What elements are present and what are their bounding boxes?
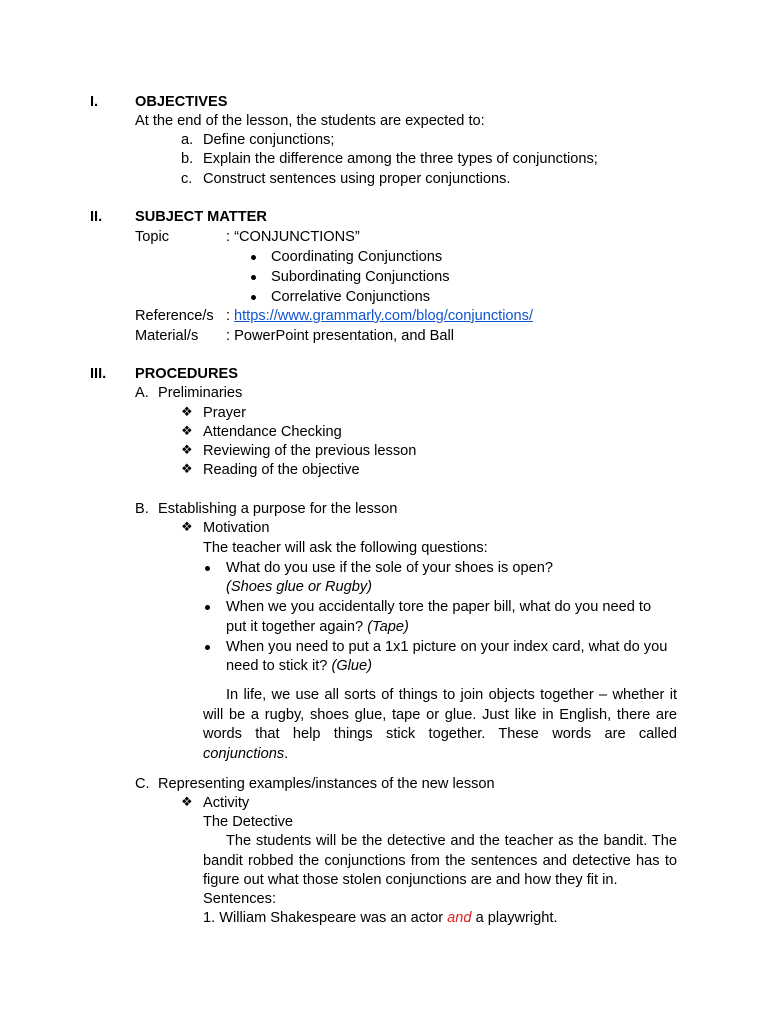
motivation-paragraph: In life, we use all sorts of things to join objects together – whether it will be a rugby, shoes glue, tape or glue. Just like in English, there are words that help things stick together. These words are called conjunctions.	[203, 687, 677, 762]
conjunction-type: Subordinating Conjunctions	[271, 269, 450, 285]
section-number-2: II.	[90, 209, 103, 225]
objective-item: Explain the difference among the three types of conjunctions;	[203, 151, 598, 167]
diamond-bullet-icon: ❖	[181, 443, 193, 458]
section-number-3: III.	[90, 366, 107, 382]
objectives-intro: At the end of the lesson, the students are expected to:	[135, 113, 485, 129]
question-3-line-1: When you need to put a 1x1 picture on your index card, what do you	[226, 639, 668, 655]
objective-letter: c.	[181, 171, 193, 187]
example-sentence-1: 1. William Shakespeare was an actor and a playwright.	[203, 910, 558, 926]
section-title-procedures: PROCEDURES	[135, 366, 238, 382]
subsection-letter-c: C.	[135, 776, 150, 792]
topic-value: : “CONJUNCTIONS”	[226, 229, 360, 245]
activity-title: The Detective	[203, 814, 294, 830]
diamond-bullet-icon: ❖	[181, 405, 193, 420]
bullet-icon	[251, 255, 256, 260]
preliminary-item: Reading of the objective	[203, 462, 360, 478]
subsection-title-examples: Representing examples/instances of the new lesson	[158, 776, 495, 792]
question-2-line-1: When we you accidentally tore the paper bill, what do you need to	[226, 599, 652, 615]
activity-label: Activity	[203, 795, 250, 811]
material-label: Material/s	[135, 328, 199, 344]
reference-colon: :	[226, 308, 231, 324]
topic-label: Topic	[135, 229, 170, 245]
subsection-title-purpose: Establishing a purpose for the lesson	[158, 501, 398, 517]
bullet-icon	[205, 605, 210, 610]
reference-label: Reference/s	[135, 308, 214, 324]
bullet-icon	[251, 295, 256, 300]
objective-item: Define conjunctions;	[203, 132, 335, 148]
bullet-icon	[205, 566, 210, 571]
conjunction-type: Coordinating Conjunctions	[271, 249, 443, 265]
section-title-subject-matter: SUBJECT MATTER	[135, 209, 267, 225]
diamond-bullet-icon: ❖	[181, 424, 193, 439]
question-1: What do you use if the sole of your shoes is open?	[226, 560, 553, 576]
sentences-label: Sentences:	[203, 891, 277, 907]
highlighted-conjunction: and	[447, 910, 472, 926]
question-2-line-2: put it together again? (Tape)	[226, 619, 409, 635]
diamond-bullet-icon: ❖	[181, 795, 193, 810]
objective-letter: a.	[181, 132, 194, 148]
section-number-1: I.	[90, 94, 99, 110]
subsection-title-preliminaries: Preliminaries	[158, 385, 243, 401]
objective-item: Construct sentences using proper conjunctions.	[203, 171, 511, 187]
teacher-instruction: The teacher will ask the following questions:	[203, 540, 488, 556]
question-3-line-2: need to stick it? (Glue)	[226, 658, 373, 674]
subsection-letter-b: B.	[135, 501, 149, 517]
question-2-answer: (Tape)	[367, 619, 409, 635]
activity-paragraph: The students will be the detective and the teacher as the bandit. The bandit robbed the conjunctions from the sentences and detective has to figure out what those stolen conjunctions are and how they fit in.	[203, 833, 677, 888]
bullet-icon	[205, 645, 210, 650]
material-value: : PowerPoint presentation, and Ball	[226, 328, 454, 344]
conjunction-type: Correlative Conjunctions	[271, 289, 430, 305]
bullet-icon	[251, 275, 256, 280]
diamond-bullet-icon: ❖	[181, 462, 193, 477]
motivation-label: Motivation	[203, 520, 270, 536]
reference-link[interactable]: https://www.grammarly.com/blog/conjunctions/	[234, 308, 534, 324]
subsection-letter-a: A.	[135, 385, 149, 401]
preliminary-item: Prayer	[203, 405, 246, 421]
question-1-answer: (Shoes glue or Rugby)	[226, 579, 373, 595]
objective-letter: b.	[181, 151, 194, 167]
section-title-objectives: OBJECTIVES	[135, 94, 228, 110]
preliminary-item: Reviewing of the previous lesson	[203, 443, 417, 459]
preliminary-item: Attendance Checking	[203, 424, 342, 440]
diamond-bullet-icon: ❖	[181, 520, 193, 535]
question-3-answer: (Glue)	[331, 658, 373, 674]
